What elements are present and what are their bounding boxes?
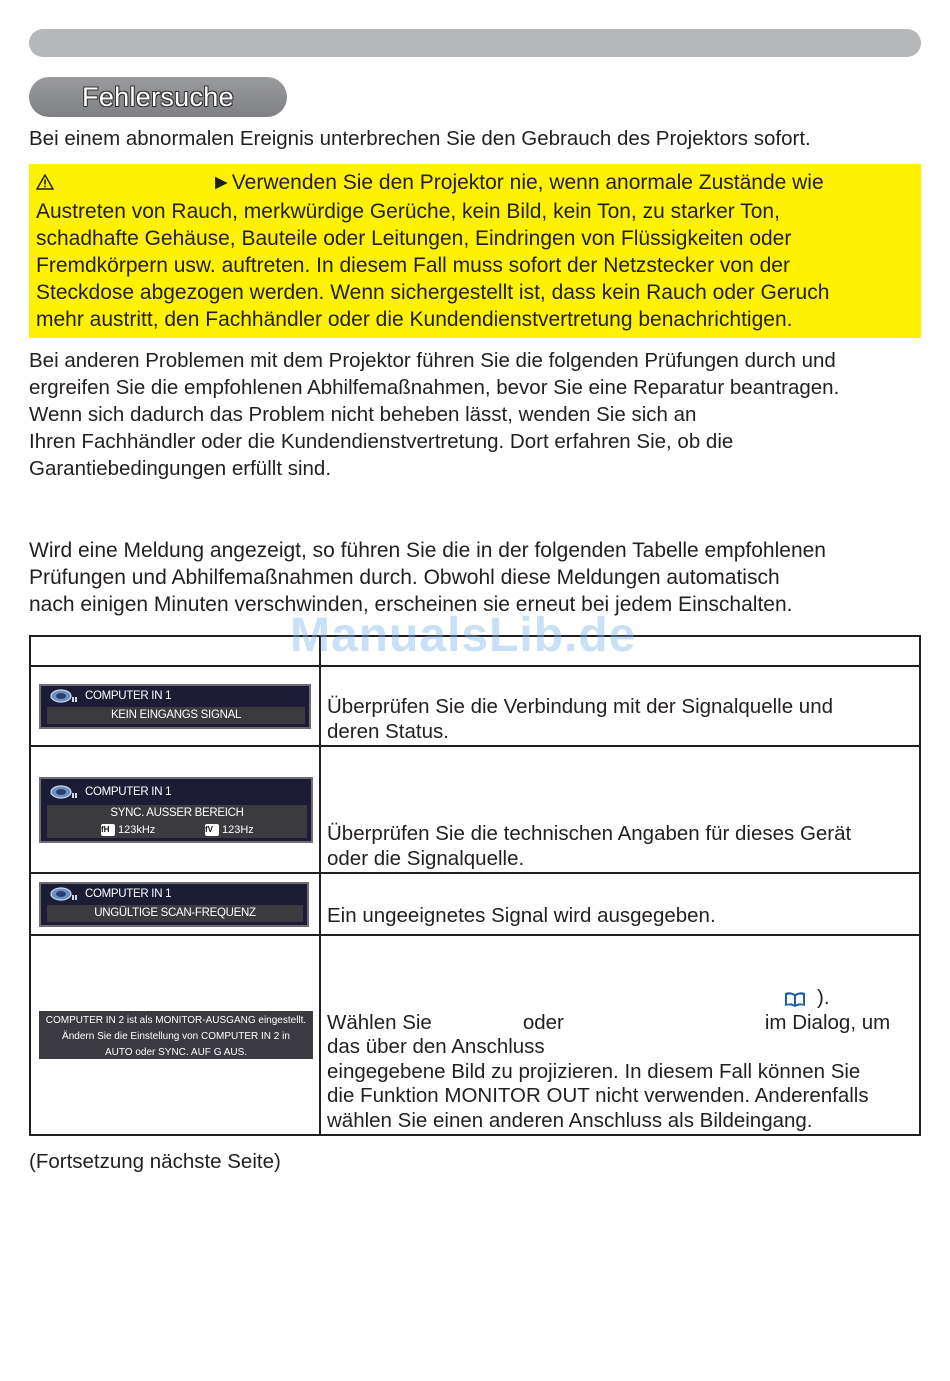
osd-sync-out-of-range (39, 777, 313, 843)
remedy-text: Wählen Sie (327, 1010, 432, 1034)
paragraph-line: Wenn sich dadurch das Problem nicht beheben lässt, wenden Sie sich an (29, 403, 697, 426)
remedy-line: wählen Sie einen anderen Anschluss als Bildeingang. (327, 1108, 813, 1132)
table-row (30, 935, 920, 1135)
osd-cell (30, 935, 320, 1135)
osd-cell (30, 746, 320, 873)
paragraph-line: Garantiebedingungen erfüllt sind. (29, 457, 332, 480)
warning-box (29, 164, 921, 338)
remedy-line: deren Status. (327, 719, 449, 743)
remedy-line: Ein ungeeignetes Signal wird ausgegeben. (327, 903, 716, 927)
remedy-line: Überprüfen Sie die Verbindung mit der Signalquelle und (327, 695, 834, 718)
osd-message-line: Ändern Sie die Einstellung von COMPUTER IN 2 in (62, 1031, 290, 1042)
warning-line: Austreten von Rauch, merkwürdige Gerüche, kein Bild, kein Ton, zu starker Ton, (36, 200, 780, 223)
reference-close: ). (817, 986, 830, 1009)
osd-frequency-row (47, 822, 307, 838)
remedy-cell (320, 666, 920, 746)
remedy-line: eingegebene Bild zu projizieren. In diesem Fall können Sie (327, 1059, 861, 1083)
osd-message-line: COMPUTER IN 2 ist als MONITOR-AUSGANG eingestellt. (45, 1015, 307, 1026)
remedy-reference-line (327, 986, 913, 1011)
page-title: Fehlersuche (82, 81, 234, 112)
osd-message: UNGÜLTIGE SCAN-FREQUENZ (47, 905, 303, 922)
remedy-line: das über den Anschluss (327, 1035, 545, 1058)
osd-cell (30, 873, 320, 935)
paragraph-line: Prüfungen und Abhilfemaßnahmen durch. Obwohl diese Meldungen automatisch (29, 566, 780, 589)
paragraph-line: Ihren Fachhändler oder die Kundendienstvertretung. Dort erfahren Sie, ob die (29, 430, 734, 453)
osd-source-label: COMPUTER IN 1 (85, 785, 172, 798)
continued-note: (Fortsetzung nächste Seite) (29, 1150, 281, 1173)
paragraph-line: ergreifen Sie die empfohlenen Abhilfemaßnahmen, bevor Sie eine Reparatur beantragen. (29, 376, 840, 399)
remedy-cell (320, 873, 920, 935)
section-title-pill (29, 77, 287, 117)
paragraph-line: nach einigen Minuten verschwinden, erscheinen sie erneut bei jedem Einschalten. (29, 593, 793, 616)
table-header-cell (30, 636, 320, 666)
osd-invalid-scan-frequency (39, 882, 309, 927)
message-table (29, 635, 921, 1136)
intro-text: Bei einem abnormalen Ereignis unterbrechen Sie den Gebrauch des Projektors sofort. (29, 127, 811, 150)
fh-value: 123kHz (118, 823, 156, 836)
remedy-cell (320, 935, 920, 1135)
osd-no-signal (39, 684, 311, 729)
osd-message: SYNC. AUSSER BEREICH (47, 805, 307, 822)
osd-message-line: AUTO oder SYNC. AUF G AUS. (104, 1047, 248, 1058)
warning-line: Fremdkörpern usw. auftreten. In diesem Fall muss sofort der Netzstecker von der (36, 254, 790, 277)
computer-input-icon (49, 886, 79, 902)
remedy-text: oder (522, 1010, 564, 1034)
warning-line: Verwenden Sie den Projektor nie, wenn anormale Zustände wie (231, 171, 824, 194)
remedy-line: Überprüfen Sie die technischen Angaben für dieses Gerät (327, 822, 852, 845)
fv-icon: fV (205, 824, 219, 836)
header-bar (29, 29, 921, 57)
fv-value: 123Hz (222, 823, 254, 836)
messages-intro-paragraph (29, 537, 826, 618)
remedy-cell (320, 746, 920, 873)
warning-triangle-icon (36, 171, 56, 198)
table-row (30, 746, 920, 873)
osd-cell (30, 666, 320, 746)
watermark: ManualsLib.de (290, 609, 637, 662)
paragraph-line: Bei anderen Problemen mit dem Projektor führen Sie die folgenden Prüfungen durch und (29, 349, 836, 372)
other-problems-paragraph (29, 347, 839, 482)
remedy-text: im Dialog, um (764, 1010, 891, 1034)
computer-input-icon (49, 688, 79, 704)
osd-source-label: COMPUTER IN 1 (85, 888, 172, 900)
book-reference-icon (783, 989, 807, 1009)
osd-source-label: COMPUTER IN 1 (85, 690, 172, 702)
computer-input-icon (49, 784, 79, 800)
warning-line: mehr austritt, den Fachhändler oder die Kundendienstvertretung benachrichtigen. (36, 308, 793, 331)
fh-icon: fH (101, 824, 115, 836)
warning-marker: ► (211, 171, 232, 194)
warning-line: schadhafte Gehäuse, Bauteile oder Leitungen, Eindringen von Flüssigkeiten oder (36, 227, 792, 250)
table-row (30, 666, 920, 746)
remedy-line: die Funktion MONITOR OUT nicht verwenden. Anderenfalls (327, 1084, 869, 1107)
osd-message: KEIN EINGANGS SIGNAL (47, 707, 305, 724)
warning-line: Steckdose abgezogen werden. Wenn sichergestellt ist, dass kein Rauch oder Geruch (36, 281, 830, 304)
remedy-line (327, 1011, 913, 1036)
osd-monitor-out-message (39, 1011, 313, 1059)
paragraph-line: Wird eine Meldung angezeigt, so führen Sie die in der folgenden Tabelle empfohlenen (29, 539, 826, 562)
remedy-line: oder die Signalquelle. (327, 846, 525, 870)
table-row (30, 873, 920, 935)
